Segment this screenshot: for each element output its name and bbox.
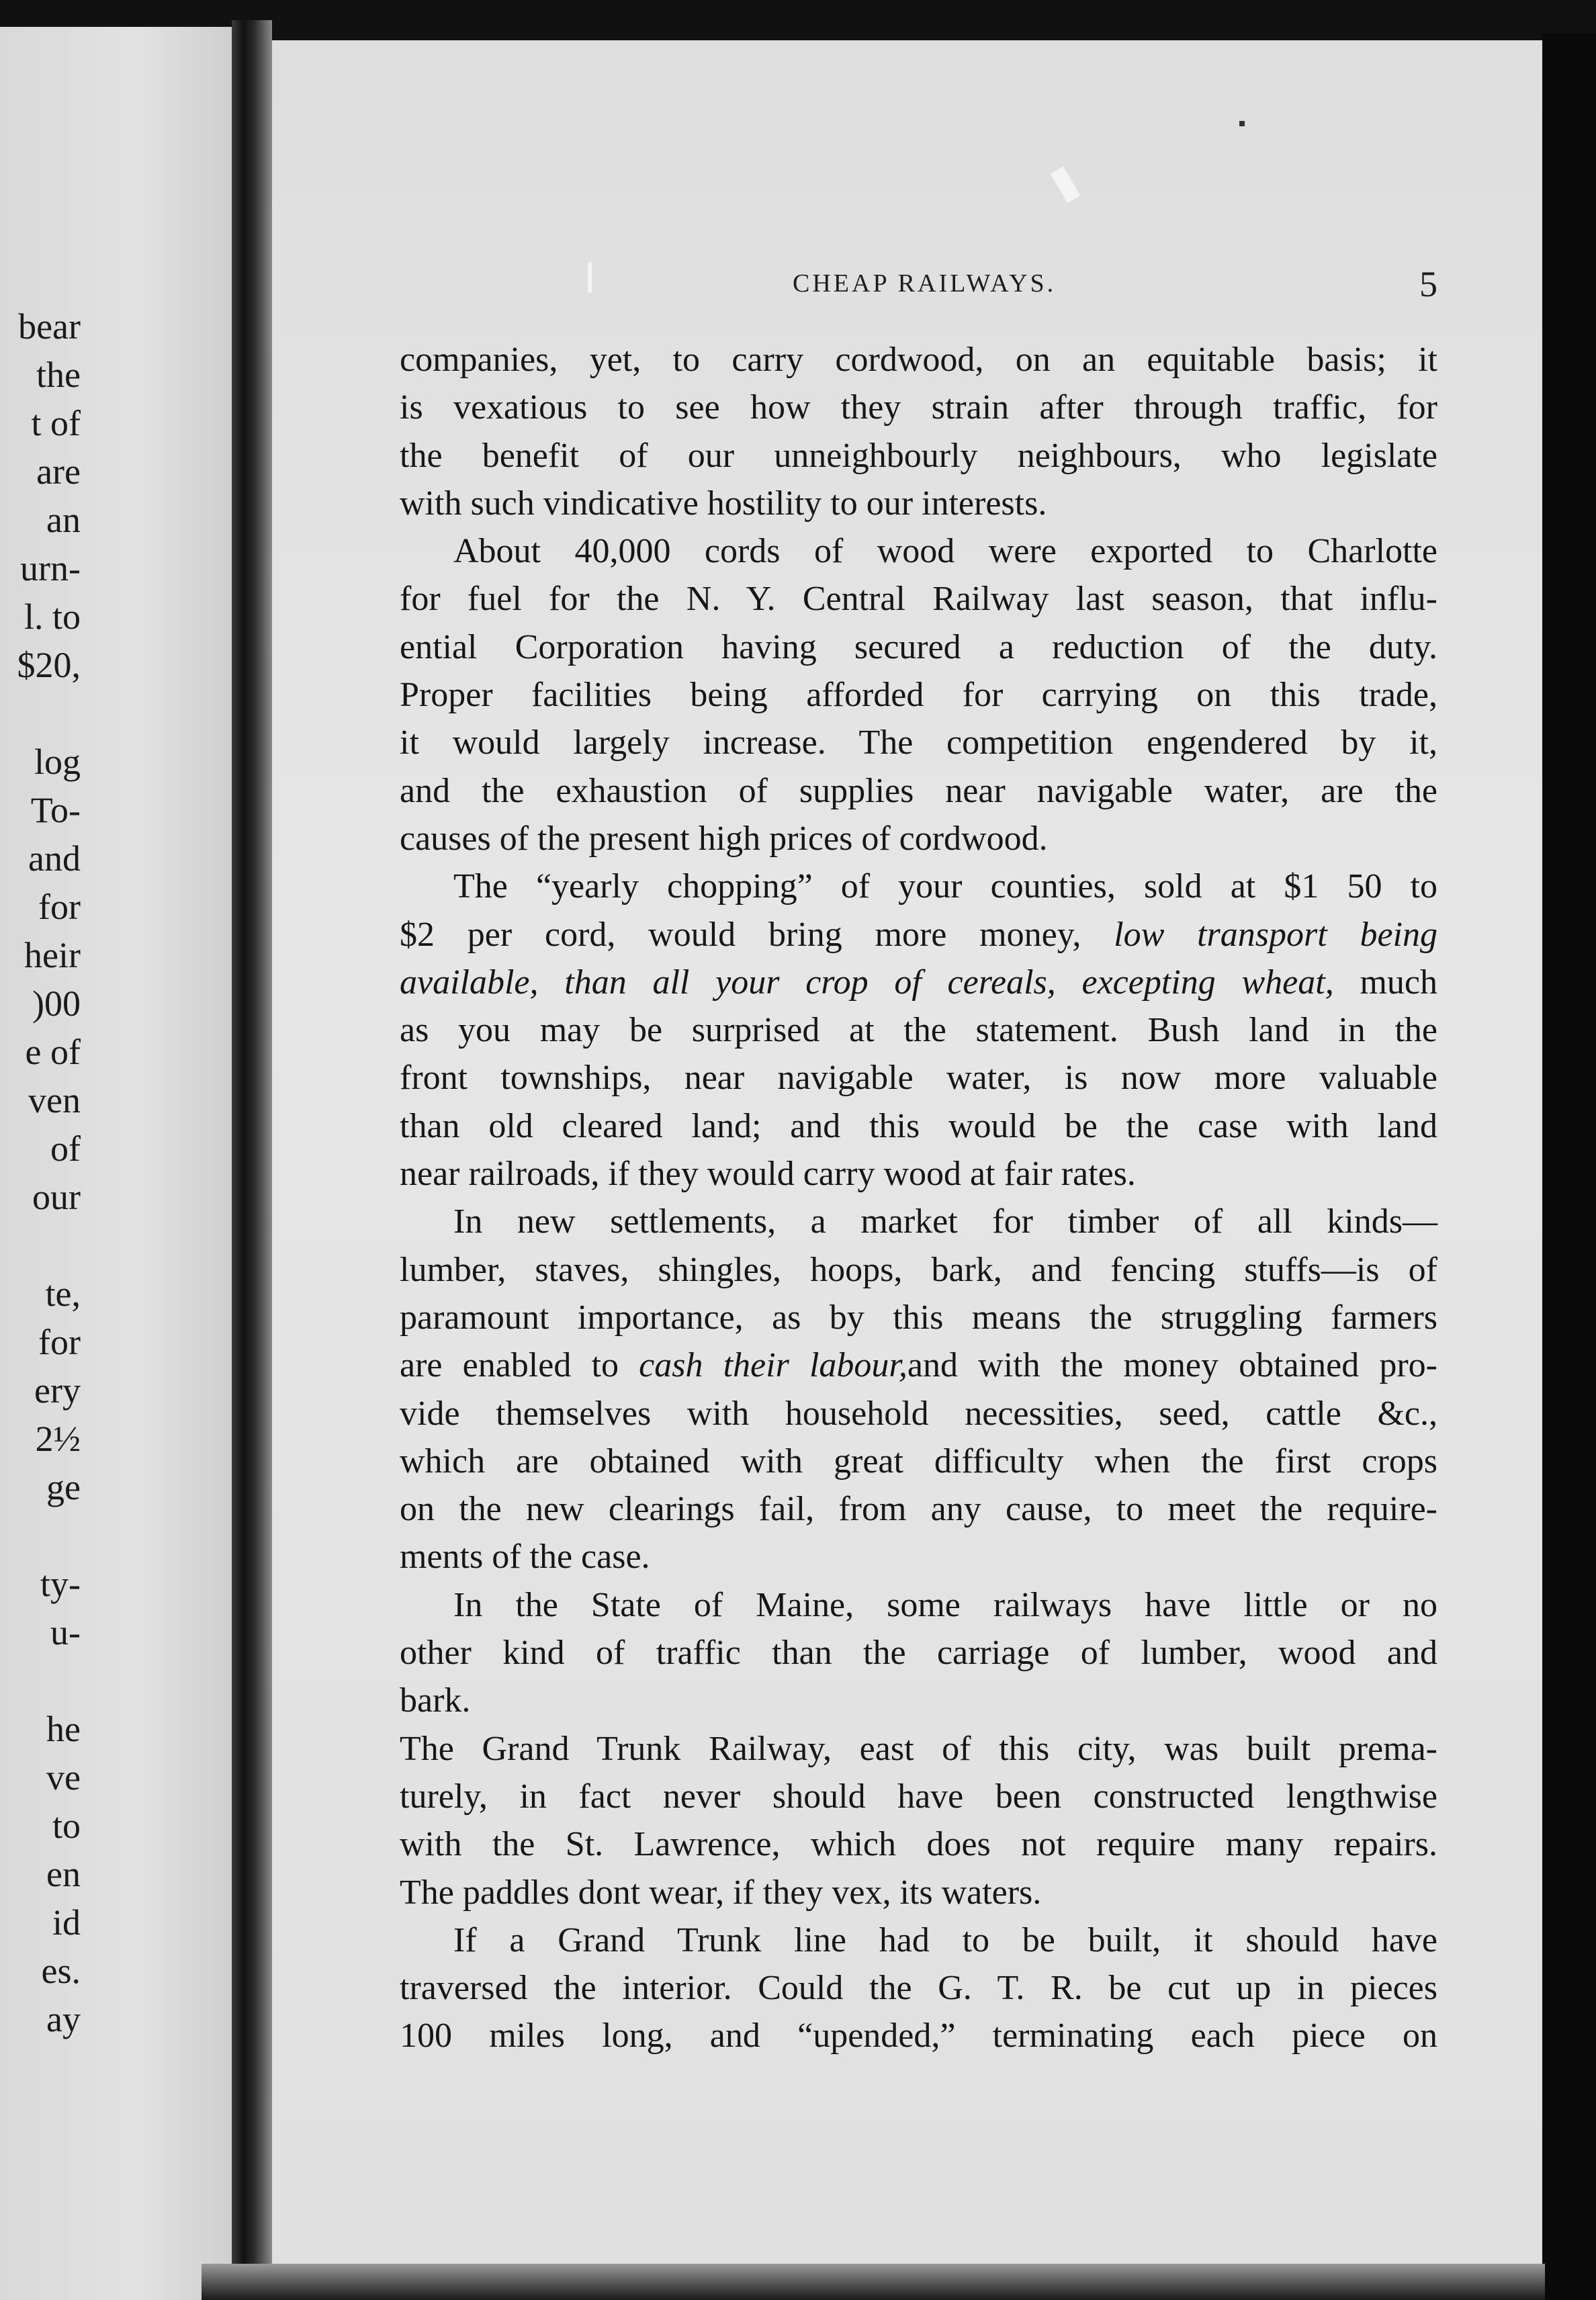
- text-line: In new settlements, a market for timber of all kinds—: [453, 1202, 1437, 1241]
- text-line: The Grand Trunk Railway, east of this city, was built prema-: [400, 1729, 1437, 1768]
- text-segment: are enabled to: [400, 1346, 619, 1385]
- left-fragment: id: [52, 1902, 81, 1943]
- scan-right-border: [1542, 34, 1596, 2300]
- page-header: [793, 264, 1437, 316]
- text-line: front townships, near navigable water, is now more valuable: [400, 1059, 1437, 1098]
- text-line: 100 miles long, and “upended,” terminating each piece on: [400, 2017, 1437, 2055]
- left-fragment: $20,: [17, 645, 81, 685]
- left-fragment-gap: [0, 1511, 81, 1560]
- text-line: In the State of Maine, some railways have little or no: [453, 1585, 1437, 1624]
- left-fragment: heir: [24, 935, 81, 975]
- text-line: About 40,000 cords of wood were exported to Charlotte: [453, 532, 1437, 571]
- left-fragment: ay: [46, 1999, 81, 2039]
- scan-bottom-border: [202, 2264, 1545, 2300]
- text-line: traversed the interior. Could the G. T. R. be cut up in pieces: [400, 1969, 1437, 2008]
- text-line: causes of the present high prices of cordwood.: [400, 819, 1048, 858]
- text-segment: $2 per cord, would bring more money,: [400, 915, 1081, 954]
- text-line: and the exhaustion of supplies near navigable water, are the: [400, 771, 1437, 810]
- italic-segment: low transport being: [1114, 915, 1437, 954]
- left-fragment: the: [36, 355, 81, 395]
- left-fragment: of: [50, 1129, 81, 1169]
- left-fragment: an: [46, 500, 81, 540]
- text-line: than old cleared land; and this would be the case with land: [400, 1106, 1437, 1145]
- left-fragment: en: [46, 1854, 81, 1894]
- text-line: as you may be surprised at the statement. Bush land in the: [400, 1011, 1437, 1050]
- left-fragment: urn-: [20, 548, 81, 588]
- left-fragment: log: [34, 742, 81, 782]
- text-line: with the St. Lawrence, which does not require many repairs.: [400, 1825, 1437, 1864]
- text-line: paramount importance, as by this means the struggling farmers: [400, 1298, 1437, 1337]
- scan-speck: [588, 262, 592, 293]
- left-fragment: and: [28, 838, 81, 879]
- left-fragment: for: [38, 1322, 81, 1362]
- text-line: it would largely increase. The competition engendered by it,: [400, 723, 1437, 762]
- left-fragment: bear: [18, 306, 81, 347]
- running-title: CHEAP RAILWAYS.: [793, 269, 1057, 298]
- left-fragment: for: [38, 887, 81, 927]
- italic-segment: cash their labour,: [639, 1346, 907, 1385]
- italic-segment: available, than all your crop of cereals, excepting wheat,: [400, 963, 1334, 1002]
- left-fragment-gap: [0, 1221, 81, 1270]
- left-fragment: l. to: [24, 596, 81, 637]
- text-line: is vexatious to see how they strain after through traffic, for: [400, 388, 1437, 427]
- text-line: turely, in fact never should have been constructed lengthwise: [400, 1777, 1437, 1816]
- left-fragment: he: [46, 1709, 81, 1749]
- page-number: 5: [1419, 264, 1437, 304]
- left-fragment: to: [52, 1806, 81, 1846]
- left-fragment: ven: [28, 1080, 81, 1120]
- left-fragment: are: [36, 451, 81, 492]
- text-segment: much: [1360, 963, 1438, 1002]
- text-segment: and with the money obtained pro-: [907, 1346, 1437, 1385]
- body-text: [400, 336, 1437, 2060]
- text-line: companies, yet, to carry cordwood, on an equitable basis; it: [400, 341, 1437, 379]
- left-fragment: ve: [46, 1757, 81, 1798]
- text-line: [400, 911, 1437, 959]
- left-fragment: te,: [45, 1274, 81, 1314]
- left-fragment: ery: [34, 1370, 81, 1411]
- left-fragment-gap: [0, 689, 81, 738]
- left-fragment: es.: [41, 1951, 81, 1991]
- text-line: [400, 959, 1437, 1006]
- text-line: near railroads, if they would carry wood at fair rates.: [400, 1155, 1136, 1194]
- left-fragment: ge: [46, 1467, 81, 1507]
- text-line: If a Grand Trunk line had to be built, it should have: [453, 1920, 1437, 1959]
- text-line: [400, 1341, 1437, 1389]
- text-line: bark.: [400, 1681, 471, 1720]
- left-fragment: To-: [30, 790, 81, 830]
- left-facing-page: [0, 27, 232, 2300]
- text-line: Proper facilities being afforded for carrying on this trade,: [400, 676, 1437, 715]
- book-gutter: [232, 20, 272, 2300]
- scan-speck: [1051, 167, 1080, 203]
- left-fragment: )00: [32, 983, 81, 1024]
- left-fragment: e of: [25, 1032, 81, 1072]
- text-line: for fuel for the N. Y. Central Railway last season, that influ-: [400, 580, 1437, 619]
- left-fragment: ty-: [40, 1564, 81, 1604]
- left-fragment-gap: [0, 1656, 81, 1705]
- text-line: ments of the case.: [400, 1538, 650, 1577]
- text-line: vide themselves with household necessities, seed, cattle &c.,: [400, 1394, 1437, 1433]
- text-line: The paddles dont wear, if they vex, its waters.: [400, 1873, 1042, 1912]
- text-line: which are obtained with great difficulty when the first crops: [400, 1442, 1437, 1480]
- left-page-text-fragments: [0, 302, 81, 2043]
- text-line: with such vindicative hostility to our interests.: [400, 484, 1047, 523]
- text-line: other kind of traffic than the carriage of lumber, wood and: [400, 1634, 1437, 1673]
- left-fragment: t of: [31, 403, 81, 443]
- text-line: The “yearly chopping” of your counties, sold at $1 50 to: [453, 867, 1437, 906]
- left-fragment: u-: [50, 1612, 81, 1652]
- text-line: ential Corporation having secured a reduction of the duty.: [400, 627, 1437, 666]
- text-line: on the new clearings fail, from any cause, to meet the require-: [400, 1490, 1437, 1529]
- left-fragment: 2½: [35, 1419, 81, 1459]
- text-line: the benefit of our unneighbourly neighbours, who legislate: [400, 436, 1437, 475]
- text-line: lumber, staves, shingles, hoops, bark, and fencing stuffs—is of: [400, 1250, 1437, 1289]
- scan-speck: [1239, 121, 1245, 126]
- left-fragment: our: [32, 1177, 81, 1217]
